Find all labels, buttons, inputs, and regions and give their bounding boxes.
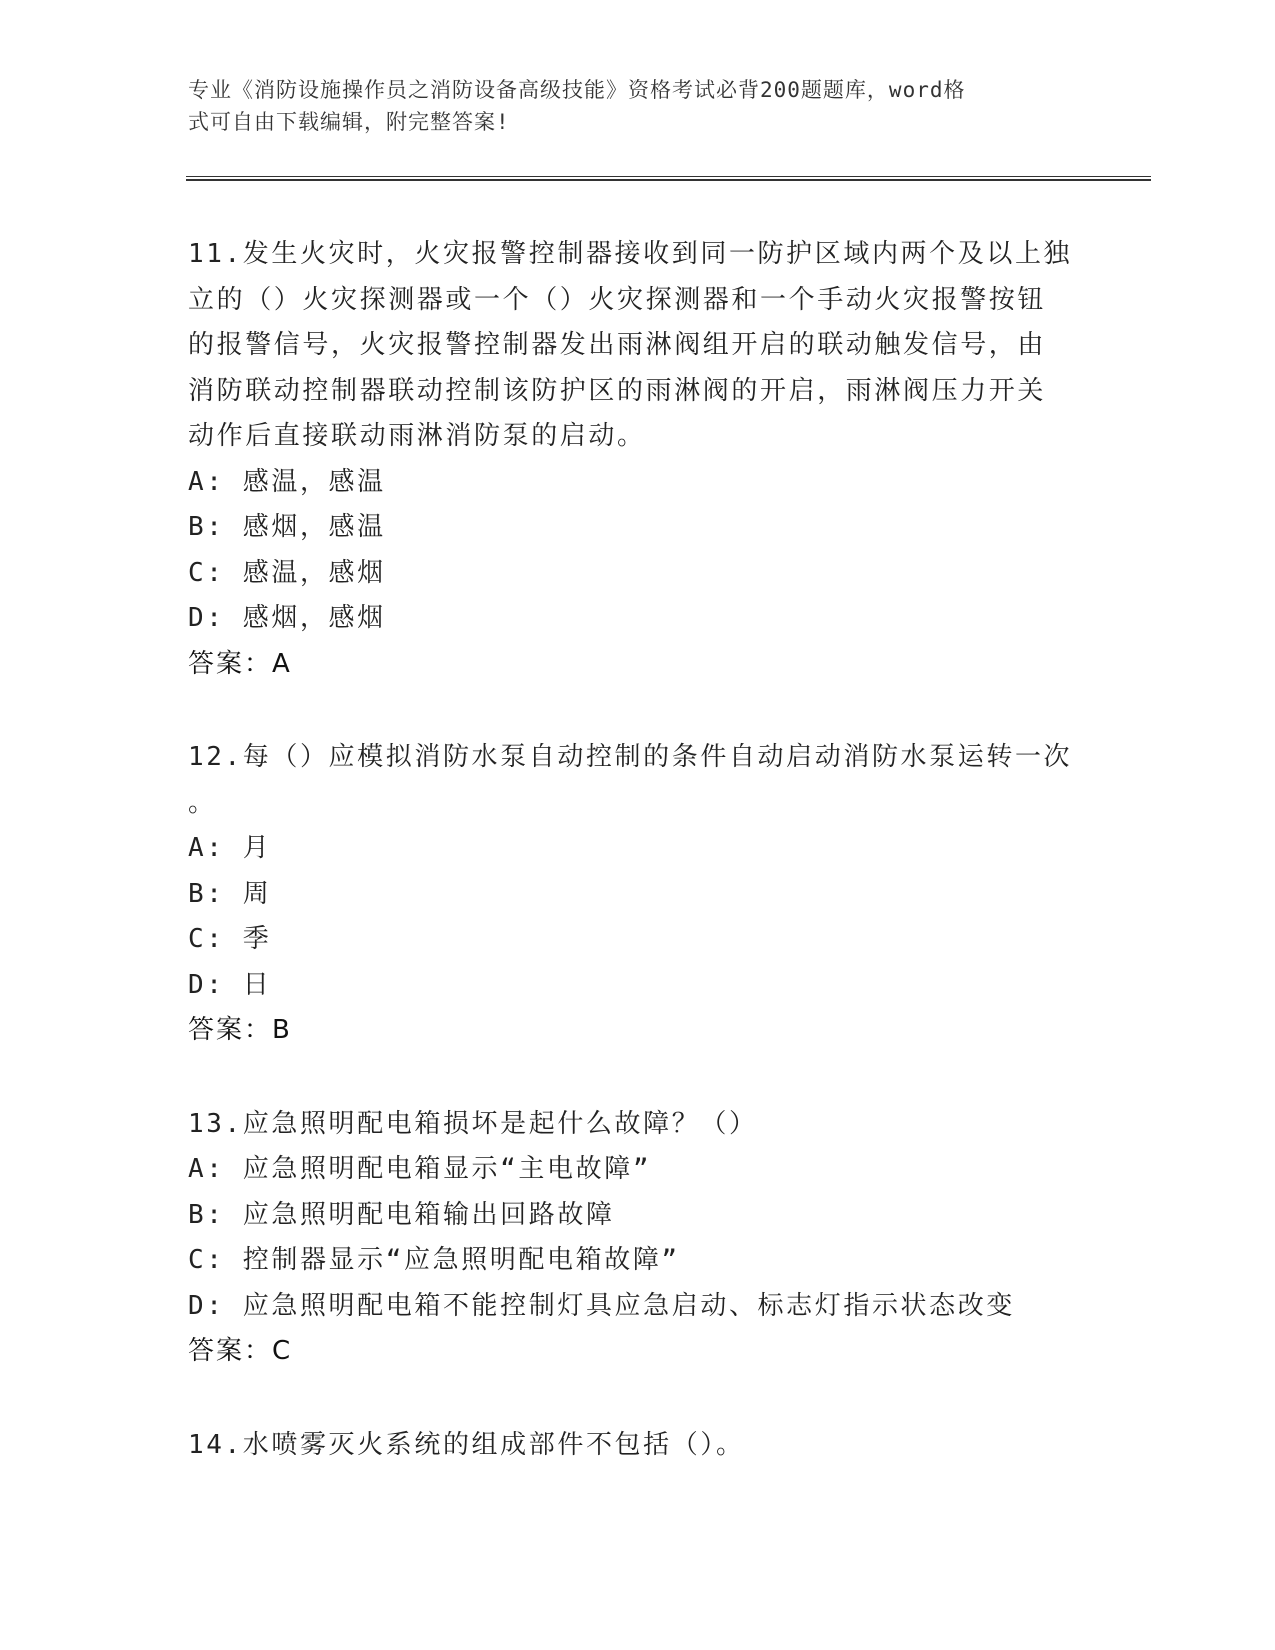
header-divider <box>186 176 1151 181</box>
question-text-line: 14.水喷雾灭火系统的组成部件不包括（）。 <box>188 1429 745 1460</box>
question-text-line: 消防联动控制器联动控制该防护区的雨淋阀的开启，雨淋阀压力开关 <box>188 375 1047 406</box>
question-text-line: 13.应急照明配电箱损坏是起什么故障？（） <box>188 1108 758 1139</box>
option-b: B: 周 <box>188 878 272 909</box>
option-a: A: 感温，感温 <box>188 466 386 497</box>
question-text-line: 动作后直接联动雨淋消防泵的启动。 <box>188 421 646 451</box>
option-a: A: 月 <box>188 833 272 863</box>
document-header <box>188 74 1088 138</box>
question-text-line: 11.发生火灾时，火灾报警控制器接收到同一防护区域内两个及以上独 <box>188 239 1073 269</box>
answer-line: 答案：C <box>188 1336 293 1366</box>
option-c: C: 控制器显示“应急照明配电箱故障” <box>188 1245 680 1275</box>
option-d: D: 感烟，感烟 <box>188 603 386 633</box>
question-14 <box>188 1423 1088 1469</box>
option-b: B: 应急照明配电箱输出回路故障 <box>188 1199 615 1230</box>
option-b: B: 感烟，感温 <box>188 512 386 542</box>
option-d: D: 日 <box>188 969 272 1000</box>
answer-line: 答案：A <box>188 648 292 679</box>
answer-line: 答案：B <box>188 1015 292 1045</box>
question-12 <box>188 735 1088 1054</box>
option-a: A: 应急照明配电箱显示“主电故障” <box>188 1154 652 1184</box>
question-list <box>188 232 1088 1516</box>
question-text-line: 的报警信号，火灾报警控制器发出雨淋阀组开启的联动触发信号，由 <box>188 330 1047 360</box>
option-d: D: 应急照明配电箱不能控制灯具应急启动、标志灯指示状态改变 <box>188 1290 1015 1321</box>
question-text-line: 12.每（）应模拟消防水泵自动控制的条件自动启动消防水泵运转一次 <box>188 742 1073 772</box>
question-text-line: 。 <box>188 787 217 818</box>
header-line-1: 专业《消防设施操作员之消防设备高级技能》资格考试必背200题题库，word格 <box>188 78 966 102</box>
question-text-line: 立的（）火灾探测器或一个（）火灾探测器和一个手动火灾报警按钮 <box>188 284 1047 315</box>
question-11 <box>188 232 1088 687</box>
header-line-2: 式可自由下载编辑，附完整答案! <box>188 110 510 134</box>
question-13 <box>188 1102 1088 1375</box>
option-c: C: 季 <box>188 924 272 954</box>
option-c: C: 感温，感烟 <box>188 557 386 588</box>
